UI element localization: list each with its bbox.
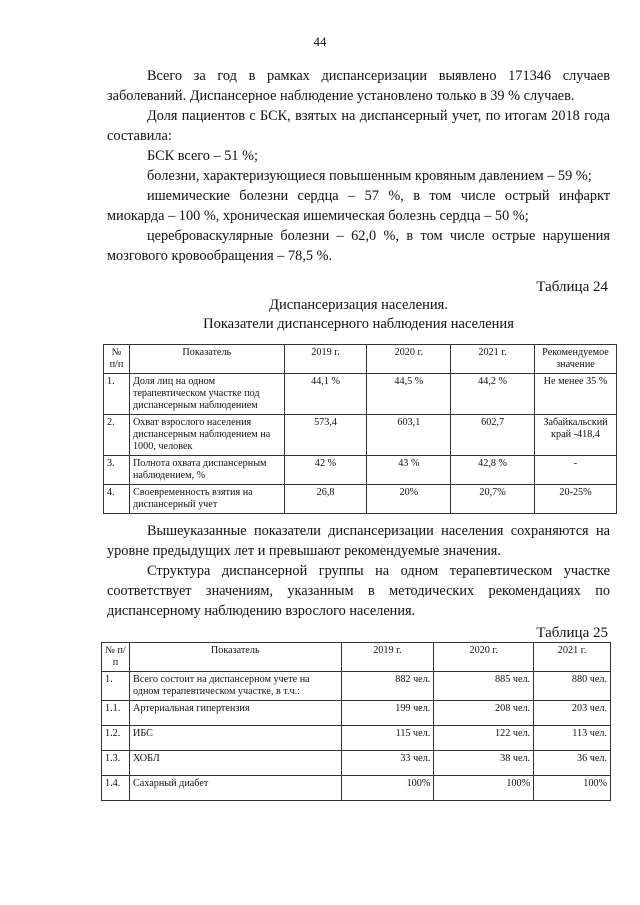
- table-cell: 1.1.: [102, 701, 130, 726]
- table-cell: Артериальная гипертензия: [129, 701, 341, 726]
- table-cell: 20,7%: [451, 485, 535, 514]
- table-cell: -: [534, 456, 616, 485]
- table-24-title-line2: Показатели диспансерного наблюдения населения: [203, 316, 514, 332]
- column-header: Показатель: [129, 643, 341, 672]
- paragraph: Всего за год в рамках диспансеризации выявлено 171346 случаев заболеваний. Диспансерное наблюдение установлено только в 39 % случаев.: [107, 68, 610, 104]
- table-25-label: Таблица 25: [536, 625, 608, 641]
- table-cell: Сахарный диабет: [129, 776, 341, 801]
- column-header: 2021 г.: [451, 345, 535, 374]
- table-cell: 1.: [102, 672, 130, 701]
- table-cell: 44,1 %: [284, 374, 367, 415]
- table-cell: 882 чел.: [341, 672, 434, 701]
- column-header: 2019 г.: [341, 643, 434, 672]
- table-row: [104, 374, 617, 415]
- table-cell: 115 чел.: [341, 726, 434, 751]
- table-cell: 20-25%: [534, 485, 616, 514]
- table-cell: 113 чел.: [534, 726, 611, 751]
- table-row: [102, 776, 611, 801]
- table-cell: 885 чел.: [434, 672, 534, 701]
- table-cell: 38 чел.: [434, 751, 534, 776]
- table-cell: 880 чел.: [534, 672, 611, 701]
- table-cell: 44,2 %: [451, 374, 535, 415]
- page-number: 44: [313, 34, 327, 49]
- table-25: [101, 642, 611, 801]
- table-row: [102, 726, 611, 751]
- table-cell: 2.: [104, 415, 130, 456]
- table-cell: 26,8: [284, 485, 367, 514]
- table-24-title: [107, 296, 610, 334]
- table-cell: 20%: [367, 485, 451, 514]
- column-header: Показатель: [129, 345, 284, 374]
- table-24-label: Таблица 24: [536, 279, 608, 295]
- paragraph: Доля пациентов с БСК, взятых на диспансерный учет, по итогам 2018 года составила:: [107, 108, 610, 144]
- table-cell: 1.3.: [102, 751, 130, 776]
- table-cell: Забайкальский край -418,4: [534, 415, 616, 456]
- column-header: № п/п: [102, 643, 130, 672]
- table-row: [102, 701, 611, 726]
- table-cell: 1.4.: [102, 776, 130, 801]
- table-cell: Не менее 35 %: [534, 374, 616, 415]
- table-cell: 36 чел.: [534, 751, 611, 776]
- table-row: [102, 672, 611, 701]
- table-cell: 42 %: [284, 456, 367, 485]
- paragraph: Вышеуказанные показатели диспансеризации населения сохраняются на уровне предыдущих лет и превышают рекомендуемые значения.: [107, 523, 610, 559]
- table-cell: 3.: [104, 456, 130, 485]
- table-cell: Охват взрослого населения диспансерным наблюдением на 1000, человек: [129, 415, 284, 456]
- body-text-top: [107, 66, 610, 266]
- table-cell: 1.2.: [102, 726, 130, 751]
- column-header: 2020 г.: [367, 345, 451, 374]
- paragraph: ишемические болезни сердца – 57 %, в том числе острый инфаркт миокарда – 100 %, хроническая ишемическая болезнь сердца – 50 %;: [107, 188, 610, 224]
- table-cell: 33 чел.: [341, 751, 434, 776]
- table-cell: 208 чел.: [434, 701, 534, 726]
- table-cell: 199 чел.: [341, 701, 434, 726]
- table-cell: 42,8 %: [451, 456, 535, 485]
- column-header: 2021 г.: [534, 643, 611, 672]
- table-cell: 44,5 %: [367, 374, 451, 415]
- paragraph: цереброваскулярные болезни – 62,0 %, в том числе острые нарушения мозгового кровообращения – 78,5 %.: [107, 228, 610, 264]
- table-cell: Всего состоит на диспансерном учете на одном терапевтическом участке, в т.ч.:: [129, 672, 341, 701]
- table-cell: 100%: [534, 776, 611, 801]
- table-cell: 4.: [104, 485, 130, 514]
- table-row: [104, 415, 617, 456]
- table-header-row: [104, 345, 617, 374]
- table-cell: 603,1: [367, 415, 451, 456]
- paragraph: болезни, характеризующиеся повышенным кровяным давлением – 59 %;: [147, 168, 592, 184]
- table-cell: 1.: [104, 374, 130, 415]
- table-cell: 43 %: [367, 456, 451, 485]
- paragraph: БСК всего – 51 %;: [147, 148, 258, 164]
- table-cell: 602,7: [451, 415, 535, 456]
- table-cell: Своевременность взятия на диспансерный учет: [129, 485, 284, 514]
- table-row: [104, 485, 617, 514]
- table-24: [103, 344, 617, 514]
- body-text-middle: [107, 521, 610, 621]
- table-cell: 100%: [434, 776, 534, 801]
- table-cell: Полнота охвата диспансерным наблюдением, %: [129, 456, 284, 485]
- table-header-row: [102, 643, 611, 672]
- column-header: Рекомендуемое значение: [534, 345, 616, 374]
- table-cell: 122 чел.: [434, 726, 534, 751]
- table-cell: 100%: [341, 776, 434, 801]
- table-cell: ХОБЛ: [129, 751, 341, 776]
- table-row: [104, 456, 617, 485]
- table-24-title-line1: Диспансеризация населения.: [269, 297, 448, 313]
- table-cell: 573,4: [284, 415, 367, 456]
- column-header: 2019 г.: [284, 345, 367, 374]
- column-header: 2020 г.: [434, 643, 534, 672]
- table-cell: 203 чел.: [534, 701, 611, 726]
- paragraph: Структура диспансерной группы на одном терапевтическом участке соответствует значениям, указанным в методических рекомендациях по диспансерному наблюдению взрослого населения.: [107, 563, 610, 619]
- column-header: № п/п: [104, 345, 130, 374]
- table-cell: Доля лиц на одном терапевтическом участке под диспансерным наблюдением: [129, 374, 284, 415]
- table-row: [102, 751, 611, 776]
- table-cell: ИБС: [129, 726, 341, 751]
